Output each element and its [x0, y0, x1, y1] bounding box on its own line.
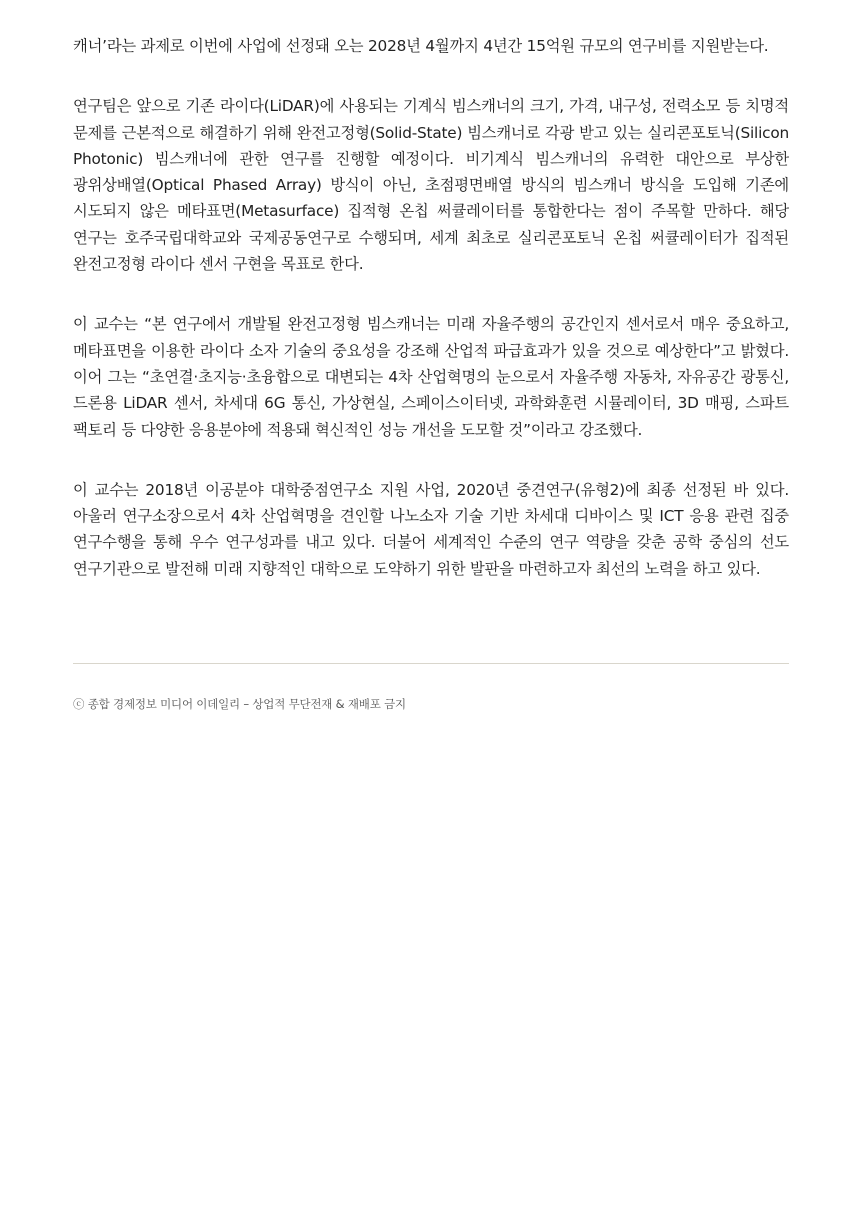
article-paragraph-3: 이 교수는 “본 연구에서 개발될 완전고정형 빔스캐너는 미래 자율주행의 공간인지 센서로서 매우 중요하고, 메타표면을 이용한 라이다 소자 기술의 중요성을 강조해 산업적 파급효과가 있을 것으로 예상한다”고 밝혔다. 이어 그는 “초연결·초지능·초융합으로 대변되는 4차 산업혁명의 눈으로서 자율주행 자동차, 자유공간 광통신, 드론용 LiDAR 센서, 차세대 6G 통신, 가상현실, 스페이스이터넷, 과학화훈련 시뮬레이터, 3D 매핑, 스파트 팩토리 등 다양한 응용분야에 적용돼 혁신적인 성능 개선을 도모할 것”이라고 강조했다. [73, 315, 789, 439]
article-paragraph-4: 이 교수는 2018년 이공분야 대학중점연구소 지원 사업, 2020년 중견연구(유형2)에 최종 선정된 바 있다. 아울러 연구소장으로서 4차 산업혁명을 견인할 나노소자 기술 기반 차세대 디바이스 및 ICT 응용 관련 집중 연구수행을 통해 우수 연구성과를 내고 있다. 더불어 세계적인 수준의 연구 역량을 갖춘 공학 중심의 선도 연구기관으로 발전해 미래 지향적인 대학으로 도약하기 위한 발판을 마련하고자 최선의 노력을 하고 있다. [73, 480, 789, 578]
footer-divider [73, 663, 789, 664]
article-paragraph-1: 캐너’라는 과제로 이번에 사업에 선정돼 오는 2028년 4월까지 4년간 15억원 규모의 연구비를 지원받는다. [73, 37, 769, 55]
article-paragraph-2: 연구팀은 앞으로 기존 라이다(LiDAR)에 사용되는 기계식 빔스캐너의 크기, 가격, 내구성, 전력소모 등 치명적 문제를 근본적으로 해결하기 위해 완전고정형(Solid-State) 빔스캐너로 각광 받고 있는 실리콘포토닉(Silicon Photonic) 빔스캐너에 관한 연구를 진행할 예정이다. 비기계식 빔스캐너의 유력한 대안으로 부상한 광위상배열(Optical Phased Array) 방식이 아닌, 초점평면배열 방식의 빔스캐너 방식을 도입해 기존에 시도되지 않은 메타표면(Metasurface) 집적형 온칩 써큘레이터를 통합한다는 점이 주목할 만하다. 해당 연구는 호주국립대학교와 국제공동연구로 수행되며, 세계 최초로 실리콘포토닉 온칩 써큘레이터가 집적된 완전고정형 라이다 센서 구현을 목표로 한다. [73, 97, 789, 274]
copyright-notice: ⓒ 종합 경제정보 미디어 이데일리 – 상업적 무단전재 & 재배포 금지 [73, 697, 406, 711]
article-body [73, 33, 789, 616]
